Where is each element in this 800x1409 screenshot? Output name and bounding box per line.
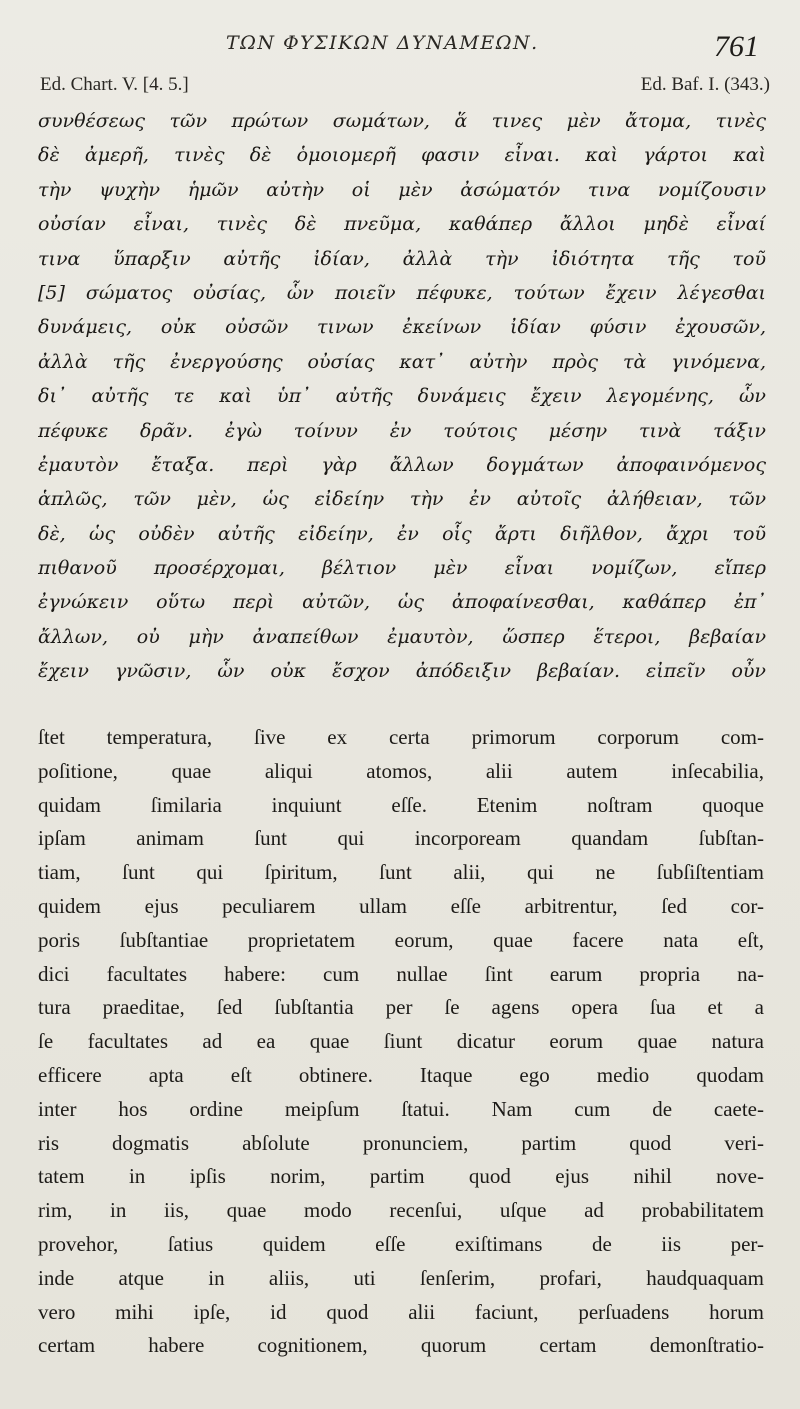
latin-line: tatem in ipſis norim, partim quod ejus nihil nove- (38, 1164, 764, 1189)
latin-line: vero mihi ipſe, id quod alii faciunt, perſuadens horum (38, 1299, 764, 1324)
greek-line: πέφυκε δρᾶν. ἐγὼ τοίνυν ἐν τούτοις μέσην τινὰ τάξιν (38, 419, 766, 442)
running-head (0, 30, 800, 70)
greek-line: δι᾽ αὐτῆς τε καὶ ὑπ᾽ αὐτῆς δυνάμεις ἔχειν λεγομένης, ὧν (38, 385, 766, 408)
latin-line: quidam ſimilaria inquiunt eſſe. Etenim noſtram quoque (38, 792, 764, 817)
edition-ref-chartier: Ed. Chart. V. [4. 5.] (40, 74, 189, 95)
greek-line: δὲ, ὡς οὐδὲν αὐτῆς εἰδείην, ἐν οἷς ἄρτι διῆλθον, ἄχρι τοῦ (38, 522, 766, 545)
latin-line: quidem ejus peculiarem ullam eſſe arbitrentur, ſed cor- (38, 893, 764, 918)
latin-line: inde atque in aliis, uti ſenſerim, profari, haudquaquam (38, 1265, 764, 1290)
greek-line: συνθέσεως τῶν πρώτων σωμάτων, ἅ τινες μὲν ἄτομα, τινὲς (38, 110, 766, 132)
latin-line: rim, in iis, quae modo recenſui, uſque ad probabilitatem (38, 1198, 764, 1223)
latin-line: ris dogmatis abſolute pronunciem, partim quod veri- (38, 1130, 764, 1155)
latin-line: provehor, ſatius quidem eſſe exiſtimans de iis per- (38, 1231, 764, 1256)
latin-line: tura praeditae, ſed ſubſtantia per ſe agens opera ſua et a (38, 995, 764, 1020)
greek-line: ἀλλὰ τῆς ἐνεργούσης οὐσίας κατ᾽ αὐτὴν πρὸς τὰ γινόμενα, (38, 350, 766, 373)
greek-line: ἁπλῶς, τῶν μὲν, ὡς εἰδείην τὴν ἐν αὐτοῖς ἀλήθειαν, τῶν (38, 488, 766, 511)
greek-text-block (38, 104, 766, 689)
edition-references (40, 74, 770, 102)
running-head-title: ΤΩΝ ΦΥΣΙΚΩΝ ΔΥΝΑΜΕΩΝ. (226, 32, 539, 54)
latin-line: poſitione, quae aliqui atomos, alii autem inſecabilia, (38, 758, 764, 783)
greek-line: ἐμαυτὸν ἔταξα. περὶ γὰρ ἄλλων δογμάτων ἀποφαινόμενος (38, 453, 766, 476)
greek-line: ἄλλων, οὐ μὴν ἀναπείθων ἐμαυτὸν, ὥσπερ ἕτεροι, βεβαίαν (38, 625, 766, 648)
latin-line: efficere apta eſt obtinere. Itaque ego medio quodam (38, 1062, 764, 1087)
greek-line: τὴν ψυχὴν ἡμῶν αὐτὴν οἱ μὲν ἀσώματόν τινα νομίζουσιν (38, 178, 766, 201)
greek-line: πιθανοῦ προσέρχομαι, βέλτιον μὲν εἶναι νομίζων, εἴπερ (38, 557, 766, 580)
greek-line: δὲ ἀμερῆ, τινὲς δὲ ὁμοιομερῆ φασιν εἶναι. καὶ γάρτοι καὶ (38, 144, 766, 167)
latin-text-block (38, 721, 764, 1363)
latin-line: inter hos ordine meipſum ſtatui. Nam cum de caete- (38, 1096, 764, 1121)
greek-line: οὐσίαν εἶναι, τινὲς δὲ πνεῦμα, καθάπερ ἄλλοι μηδὲ εἶναί (38, 213, 766, 236)
page-number: 761 (714, 30, 759, 63)
greek-line: [5] σώματος οὐσίας, ὧν ποιεῖν πέφυκε, τούτων ἔχειν λέγεσθαι (38, 281, 766, 304)
latin-line: dici facultates habere: cum nullae ſint earum propria na- (38, 961, 764, 986)
latin-line: ſe facultates ad ea quae ſiunt dicatur eorum quae natura (38, 1029, 764, 1054)
greek-line: τινα ὕπαρξιν αὐτῆς ἰδίαν, ἀλλὰ τὴν ἰδιότητα τῆς τοῦ (38, 247, 766, 270)
greek-line: ἐγνώκειν οὕτω περὶ αὐτῶν, ὡς ἀποφαίνεσθαι, καθάπερ ἐπ᾽ (38, 591, 766, 614)
latin-line: poris ſubſtantiae proprietatem eorum, quae facere nata eſt, (38, 927, 764, 952)
edition-ref-basel: Ed. Baf. I. (343.) (640, 74, 770, 95)
latin-line: certam habere cognitionem, quorum certam demonſtratio- (38, 1333, 764, 1358)
greek-line: ἔχειν γνῶσιν, ὧν οὐκ ἔσχον ἀπόδειξιν βεβαίαν. εἰπεῖν οὖν (38, 660, 766, 683)
greek-line: δυνάμεις, οὐκ οὐσῶν τινων ἐκείνων ἰδίαν φύσιν ἐχουσῶν, (38, 316, 766, 339)
latin-line: ſtet temperatura, ſive ex certa primorum corporum com- (38, 725, 764, 749)
latin-line: tiam, ſunt qui ſpiritum, ſunt alii, qui ne ſubſiſtentiam (38, 860, 764, 885)
latin-line: ipſam animam ſunt qui incorpoream quandam ſubſtan- (38, 826, 764, 851)
